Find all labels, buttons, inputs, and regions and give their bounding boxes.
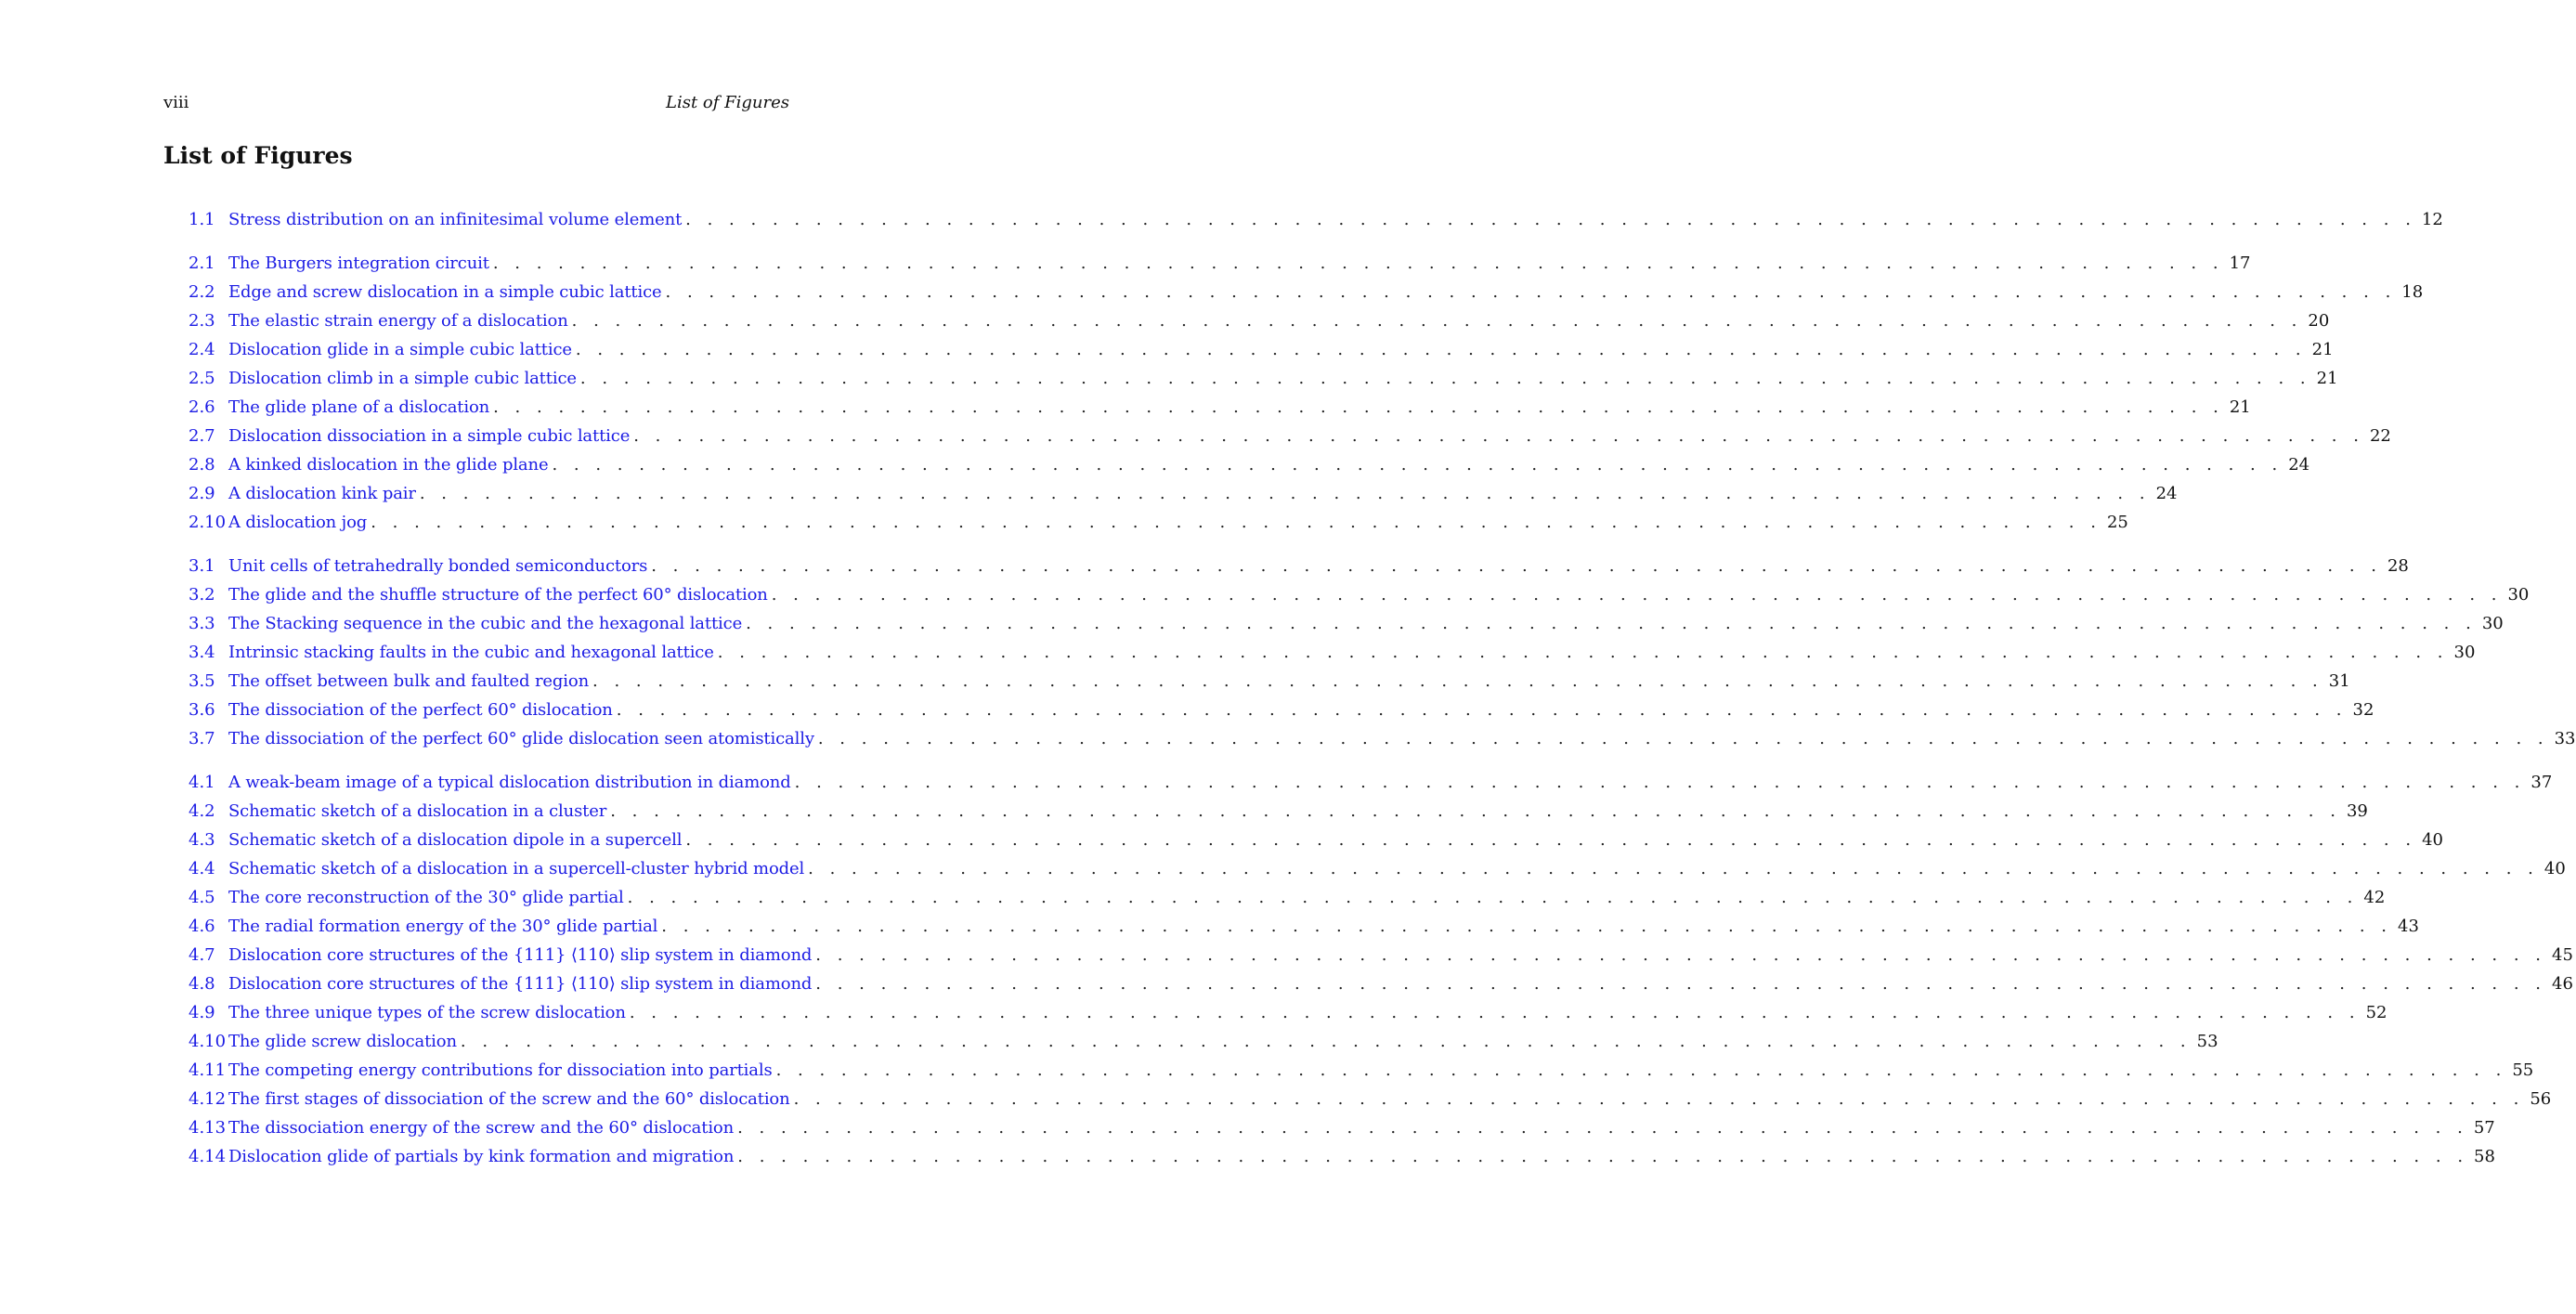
figure-entry[interactable] — [189, 423, 2391, 452]
dot-leader: . . . . . . . . . . . . . . . . . . . . . . . . . . . . . . . . . . . . . . . . . . . . . . . . . . . . . . . . . . . . . . . . . . . . . . . . . . . . . . . . — [665, 282, 2397, 302]
dot-leader: . . . . . . . . . . . . . . . . . . . . . . . . . . . . . . . . . . . . . . . . . . . . . . . . . . . . . . . . . . . . . . . . . . . . . . . . . . . . . . . . — [815, 945, 2547, 965]
page-number-ref: 52 — [2365, 1003, 2387, 1022]
figure-entry[interactable] — [189, 914, 2419, 943]
page-number-ref: 30 — [2507, 585, 2530, 605]
dot-leader: . . . . . . . . . . . . . . . . . . . . . . . . . . . . . . . . . . . . . . . . . . . . . . . . . . . . . . . . . . . . . . . . . . . . . . . . . . . . . . . . — [737, 1147, 2469, 1166]
figure-number-link[interactable]: 4.2 — [189, 801, 215, 821]
figure-entry[interactable] — [189, 827, 2443, 856]
figure-title-link[interactable]: Dislocation glide in a simple cubic lattice — [228, 340, 572, 359]
figure-entry[interactable] — [189, 726, 2576, 755]
figure-entry[interactable] — [189, 943, 2573, 971]
figure-number-link[interactable]: 4.10 — [189, 1032, 227, 1051]
figure-entry[interactable] — [189, 1144, 2495, 1173]
page-number-ref: 20 — [2308, 311, 2330, 331]
page-number-ref: 33 — [2554, 729, 2576, 748]
figure-number-link[interactable]: 4.11 — [189, 1060, 227, 1080]
page-number-ref: 24 — [2155, 484, 2178, 503]
figure-entry[interactable] — [189, 640, 2476, 669]
dot-leader: . . . . . . . . . . . . . . . . . . . . . . . . . . . . . . . . . . . . . . . . . . . . . . . . . . . . . . . . . . . . . . . . . . . . . . . . . . . . . . . . — [571, 311, 2303, 331]
figure-title-link[interactable]: The offset between bulk and faulted region — [228, 671, 590, 691]
dot-leader: . . . . . . . . . . . . . . . . . . . . . . . . . . . . . . . . . . . . . . . . . . . . . . . . . . . . . . . . . . . . . . . . . . . . . . . . . . . . . . . . — [651, 556, 2382, 576]
figure-title-link[interactable]: Schematic sketch of a dislocation in a cluster — [228, 801, 607, 821]
page-number-ref: 58 — [2474, 1147, 2495, 1166]
page-number-ref: 40 — [2543, 859, 2566, 878]
page-number-ref: 12 — [2421, 210, 2443, 229]
figure-entry[interactable] — [189, 1029, 2218, 1058]
page-number-ref: 53 — [2196, 1032, 2218, 1051]
dot-leader: . . . . . . . . . . . . . . . . . . . . . . . . . . . . . . . . . . . . . . . . . . . . . . . . . . . . . . . . . . . . . . . . . . . . . . . . . . . . . . . . — [793, 1089, 2525, 1109]
running-header-title: List of Figures — [666, 93, 789, 112]
figure-title-link[interactable]: Dislocation glide of partials by kink formation and migration — [228, 1147, 735, 1166]
figure-entry[interactable] — [189, 395, 2251, 423]
page-number-ref: 21 — [2316, 369, 2338, 388]
figure-entry[interactable] — [189, 669, 2350, 697]
figure-title-link[interactable]: The competing energy contributions for dissociation into partials — [228, 1060, 773, 1080]
figure-entry[interactable] — [189, 510, 2128, 539]
page-number-ref: 31 — [2328, 671, 2350, 691]
page-number-ref: 18 — [2401, 282, 2424, 302]
figure-number-link[interactable]: 3.4 — [189, 643, 215, 662]
page-number-ref: 55 — [2512, 1060, 2534, 1080]
figure-title-link[interactable]: The dissociation energy of the screw and the 60° dislocation — [228, 1118, 735, 1138]
dot-leader: . . . . . . . . . . . . . . . . . . . . . . . . . . . . . . . . . . . . . . . . . . . . . . . . . . . . . . . . . . . . . . . . . . . . . . . . . . . . . . . . — [419, 484, 2151, 503]
dot-leader: . . . . . . . . . . . . . . . . . . . . . . . . . . . . . . . . . . . . . . . . . . . . . . . . . . . . . . . . . . . . . . . . . . . . . . . . . . . . . . . . — [579, 369, 2311, 388]
figure-title-link[interactable]: Dislocation dissociation in a simple cubic lattice — [228, 426, 631, 446]
figure-number-link[interactable]: 2.2 — [189, 282, 215, 302]
figure-title-link[interactable]: Intrinsic stacking faults in the cubic and hexagonal lattice — [228, 643, 714, 662]
page-number-ref: 17 — [2229, 254, 2251, 273]
figure-title-link[interactable]: The core reconstruction of the 30° glide partial — [228, 888, 624, 907]
figure-title-link[interactable]: A kinked dislocation in the glide plane — [228, 455, 549, 475]
figure-number-link[interactable]: 3.7 — [189, 729, 215, 748]
page-number-ref: 42 — [2363, 888, 2386, 907]
figure-number-link[interactable]: 3.6 — [189, 700, 215, 720]
dot-leader: . . . . . . . . . . . . . . . . . . . . . . . . . . . . . . . . . . . . . . . . . . . . . . . . . . . . . . . . . . . . . . . . . . . . . . . . . . . . . . . . — [815, 974, 2547, 994]
figure-title-link[interactable]: Schematic sketch of a dislocation in a supercell-cluster hybrid model — [228, 859, 805, 878]
figure-entry[interactable] — [189, 971, 2573, 1000]
figure-title-link[interactable]: The elastic strain energy of a dislocation — [228, 311, 568, 331]
figure-number-link[interactable]: 4.13 — [189, 1118, 227, 1138]
dot-leader: . . . . . . . . . . . . . . . . . . . . . . . . . . . . . . . . . . . . . . . . . . . . . . . . . . . . . . . . . . . . . . . . . . . . . . . . . . . . . . . . — [808, 859, 2539, 878]
dot-leader: . . . . . . . . . . . . . . . . . . . . . . . . . . . . . . . . . . . . . . . . . . . . . . . . . . . . . . . . . . . . . . . . . . . . . . . . . . . . . . . . — [371, 513, 2101, 532]
figure-title-link[interactable]: A dislocation jog — [228, 513, 368, 532]
figure-number-link[interactable]: 2.1 — [189, 254, 215, 273]
chapter-group — [189, 207, 2443, 236]
figure-title-link[interactable]: The glide and the shuffle structure of the perfect 60° dislocation — [228, 585, 768, 605]
chapter-group — [189, 251, 2424, 539]
dot-leader: . . . . . . . . . . . . . . . . . . . . . . . . . . . . . . . . . . . . . . . . . . . . . . . . . . . . . . . . . . . . . . . . . . . . . . . . . . . . . . . . — [633, 426, 2364, 446]
dot-leader: . . . . . . . . . . . . . . . . . . . . . . . . . . . . . . . . . . . . . . . . . . . . . . . . . . . . . . . . . . . . . . . . . . . . . . . . . . . . . . . . — [460, 1032, 2192, 1051]
page-number: viii — [163, 93, 189, 112]
figure-number-link[interactable]: 4.9 — [189, 1003, 215, 1022]
dot-leader: . . . . . . . . . . . . . . . . . . . . . . . . . . . . . . . . . . . . . . . . . . . . . . . . . . . . . . . . . . . . . . . . . . . . . . . . . . . . . . . . — [737, 1118, 2468, 1138]
dot-leader: . . . . . . . . . . . . . . . . . . . . . . . . . . . . . . . . . . . . . . . . . . . . . . . . . . . . . . . . . . . . . . . . . . . . . . . . . . . . . . . . — [661, 917, 2393, 936]
figure-entry[interactable] — [189, 481, 2178, 510]
dot-leader: . . . . . . . . . . . . . . . . . . . . . . . . . . . . . . . . . . . . . . . . . . . . . . . . . . . . . . . . . . . . . . . . . . . . . . . . . . . . . . . . — [616, 700, 2348, 720]
dot-leader: . . . . . . . . . . . . . . . . . . . . . . . . . . . . . . . . . . . . . . . . . . . . . . . . . . . . . . . . . . . . . . . . . . . . . . . . . . . . . . . . — [629, 1003, 2361, 1022]
figure-number-link[interactable]: 2.3 — [189, 311, 215, 331]
dot-leader: . . . . . . . . . . . . . . . . . . . . . . . . . . . . . . . . . . . . . . . . . . . . . . . . . . . . . . . . . . . . . . . . . . . . . . . . . . . . . . . . — [627, 888, 2359, 907]
figure-entry[interactable] — [189, 611, 2504, 640]
page-number-ref: 40 — [2422, 830, 2443, 850]
page-number-ref: 30 — [2453, 643, 2476, 662]
figure-entry[interactable] — [189, 582, 2530, 611]
figure-number-link[interactable]: 2.4 — [189, 340, 215, 359]
page-number-ref: 39 — [2346, 801, 2368, 821]
figure-entry[interactable] — [189, 799, 2368, 827]
chapter-group — [189, 553, 2576, 755]
figure-title-link[interactable]: Dislocation core structures of the {111} ⟨110⟩ slip system in diamond — [228, 974, 813, 994]
figure-title-link[interactable]: The glide screw dislocation — [228, 1032, 457, 1051]
page-number-ref: 57 — [2473, 1118, 2495, 1138]
dot-leader: . . . . . . . . . . . . . . . . . . . . . . . . . . . . . . . . . . . . . . . . . . . . . . . . . . . . . . . . . . . . . . . . . . . . . . . . . . . . . . . . — [746, 614, 2477, 633]
dot-leader: . . . . . . . . . . . . . . . . . . . . . . . . . . . . . . . . . . . . . . . . . . . . . . . . . . . . . . . . . . . . . . . . . . . . . . . . . . . . . . . . — [685, 210, 2416, 229]
figure-entry[interactable] — [189, 770, 2553, 799]
figure-entry[interactable] — [189, 1086, 2552, 1115]
figure-entry[interactable] — [189, 280, 2424, 308]
figure-number-link[interactable]: 4.4 — [189, 859, 215, 878]
figure-number-link[interactable]: 3.5 — [189, 671, 215, 691]
figure-entry[interactable] — [189, 856, 2566, 885]
figure-number-link[interactable]: 2.7 — [189, 426, 215, 446]
figure-entry[interactable] — [189, 885, 2386, 914]
figure-title-link[interactable]: A dislocation kink pair — [228, 484, 416, 503]
page-number-ref: 25 — [2106, 513, 2128, 532]
dot-leader: . . . . . . . . . . . . . . . . . . . . . . . . . . . . . . . . . . . . . . . . . . . . . . . . . . . . . . . . . . . . . . . . . . . . . . . . . . . . . . . . — [575, 340, 2307, 359]
figure-title-link[interactable]: The dissociation of the perfect 60° glide dislocation seen atomistically — [228, 729, 814, 748]
figure-title-link[interactable]: Dislocation core structures of the {111} ⟨110⟩ slip system in diamond — [228, 945, 813, 965]
figure-number-link[interactable]: 4.3 — [189, 830, 215, 850]
figure-entry[interactable] — [189, 337, 2334, 366]
page-number-ref: 21 — [2311, 340, 2334, 359]
figure-title-link[interactable]: Stress distribution on an infinitesimal volume element — [228, 210, 683, 229]
figure-number-link[interactable]: 2.5 — [189, 369, 215, 388]
dot-leader: . . . . . . . . . . . . . . . . . . . . . . . . . . . . . . . . . . . . . . . . . . . . . . . . . . . . . . . . . . . . . . . . . . . . . . . . . . . . . . . . — [592, 671, 2323, 691]
dot-leader: . . . . . . . . . . . . . . . . . . . . . . . . . . . . . . . . . . . . . . . . . . . . . . . . . . . . . . . . . . . . . . . . . . . . . . . . . . . . . . . . — [771, 585, 2503, 605]
figure-entry[interactable] — [189, 553, 2409, 582]
chapter-group — [189, 770, 2573, 1173]
figure-number-link[interactable]: 3.2 — [189, 585, 215, 605]
figure-entry[interactable] — [189, 1058, 2534, 1086]
figure-title-link[interactable]: Schematic sketch of a dislocation dipole in a supercell — [228, 830, 683, 850]
page-number-ref: 21 — [2229, 397, 2251, 417]
figure-entry[interactable] — [189, 452, 2310, 481]
figure-entry[interactable] — [189, 1000, 2387, 1029]
figure-title-link[interactable]: The Burgers integration circuit — [228, 254, 489, 273]
figure-title-link[interactable]: The radial formation energy of the 30° glide partial — [228, 917, 658, 936]
page-number-ref: 43 — [2398, 917, 2419, 936]
dot-leader: . . . . . . . . . . . . . . . . . . . . . . . . . . . . . . . . . . . . . . . . . . . . . . . . . . . . . . . . . . . . . . . . . . . . . . . . . . . . . . . . — [685, 830, 2417, 850]
page-number-ref: 28 — [2387, 556, 2409, 576]
figure-number-link[interactable]: 2.9 — [189, 484, 215, 503]
figure-entry[interactable] — [189, 308, 2330, 337]
figure-entry[interactable] — [189, 251, 2251, 280]
figure-number-link[interactable]: 4.6 — [189, 917, 215, 936]
figure-number-link[interactable]: 2.6 — [189, 397, 215, 417]
figure-title-link[interactable]: The three unique types of the screw dislocation — [228, 1003, 626, 1022]
figure-title-link[interactable]: The Stacking sequence in the cubic and the hexagonal lattice — [228, 614, 743, 633]
figure-title-link[interactable]: Dislocation climb in a simple cubic lattice — [228, 369, 577, 388]
dot-leader: . . . . . . . . . . . . . . . . . . . . . . . . . . . . . . . . . . . . . . . . . . . . . . . . . . . . . . . . . . . . . . . . . . . . . . . . . . . . . . . . — [610, 801, 2341, 821]
page-number-ref: 37 — [2530, 773, 2553, 792]
page-number-ref: 22 — [2369, 426, 2391, 446]
figure-title-link[interactable]: The first stages of dissociation of the screw and the 60° dislocation — [228, 1089, 790, 1109]
dot-leader: . . . . . . . . . . . . . . . . . . . . . . . . . . . . . . . . . . . . . . . . . . . . . . . . . . . . . . . . . . . . . . . . . . . . . . . . . . . . . . . . — [775, 1060, 2507, 1080]
page-number-ref: 46 — [2552, 974, 2573, 994]
page-number-ref: 45 — [2552, 945, 2573, 965]
figure-title-link[interactable]: Edge and screw dislocation in a simple cubic lattice — [228, 282, 662, 302]
figure-entry[interactable] — [189, 366, 2338, 395]
list-of-figures — [189, 207, 2576, 1188]
dot-leader: . . . . . . . . . . . . . . . . . . . . . . . . . . . . . . . . . . . . . . . . . . . . . . . . . . . . . . . . . . . . . . . . . . . . . . . . . . . . . . . . — [817, 729, 2549, 748]
figure-number-link[interactable]: 3.3 — [189, 614, 215, 633]
figure-number-link[interactable]: 4.1 — [189, 773, 215, 792]
dot-leader: . . . . . . . . . . . . . . . . . . . . . . . . . . . . . . . . . . . . . . . . . . . . . . . . . . . . . . . . . . . . . . . . . . . . . . . . . . . . . . . . — [794, 773, 2526, 792]
figure-number-link[interactable]: 2.10 — [189, 513, 227, 532]
page-title: List of Figures — [163, 142, 353, 169]
figure-number-link[interactable]: 4.5 — [189, 888, 215, 907]
page-number-ref: 30 — [2481, 614, 2504, 633]
figure-title-link[interactable]: Unit cells of tetrahedrally bonded semiconductors — [228, 556, 648, 576]
figure-entry[interactable] — [189, 207, 2443, 236]
dot-leader: . . . . . . . . . . . . . . . . . . . . . . . . . . . . . . . . . . . . . . . . . . . . . . . . . . . . . . . . . . . . . . . . . . . . . . . . . . . . . . . . — [493, 397, 2224, 417]
figure-number-link[interactable]: 4.14 — [189, 1147, 227, 1166]
figure-number-link[interactable]: 1.1 — [189, 210, 215, 229]
dot-leader: . . . . . . . . . . . . . . . . . . . . . . . . . . . . . . . . . . . . . . . . . . . . . . . . . . . . . . . . . . . . . . . . . . . . . . . . . . . . . . . . — [552, 455, 2283, 475]
figure-number-link[interactable]: 4.7 — [189, 945, 215, 965]
figure-number-link[interactable]: 2.8 — [189, 455, 215, 475]
dot-leader: . . . . . . . . . . . . . . . . . . . . . . . . . . . . . . . . . . . . . . . . . . . . . . . . . . . . . . . . . . . . . . . . . . . . . . . . . . . . . . . . — [492, 254, 2224, 273]
figure-title-link[interactable]: The glide plane of a dislocation — [228, 397, 490, 417]
dot-leader: . . . . . . . . . . . . . . . . . . . . . . . . . . . . . . . . . . . . . . . . . . . . . . . . . . . . . . . . . . . . . . . . . . . . . . . . . . . . . . . . — [717, 643, 2449, 662]
figure-number-link[interactable]: 3.1 — [189, 556, 215, 576]
figure-number-link[interactable]: 4.12 — [189, 1089, 227, 1109]
figure-title-link[interactable]: The dissociation of the perfect 60° dislocation — [228, 700, 613, 720]
page-number-ref: 32 — [2352, 700, 2374, 720]
figure-number-link[interactable]: 4.8 — [189, 974, 215, 994]
figure-entry[interactable] — [189, 1115, 2495, 1144]
page-number-ref: 24 — [2288, 455, 2310, 475]
figure-entry[interactable] — [189, 697, 2374, 726]
figure-title-link[interactable]: A weak-beam image of a typical dislocation distribution in diamond — [228, 773, 791, 792]
page-number-ref: 56 — [2530, 1089, 2552, 1109]
